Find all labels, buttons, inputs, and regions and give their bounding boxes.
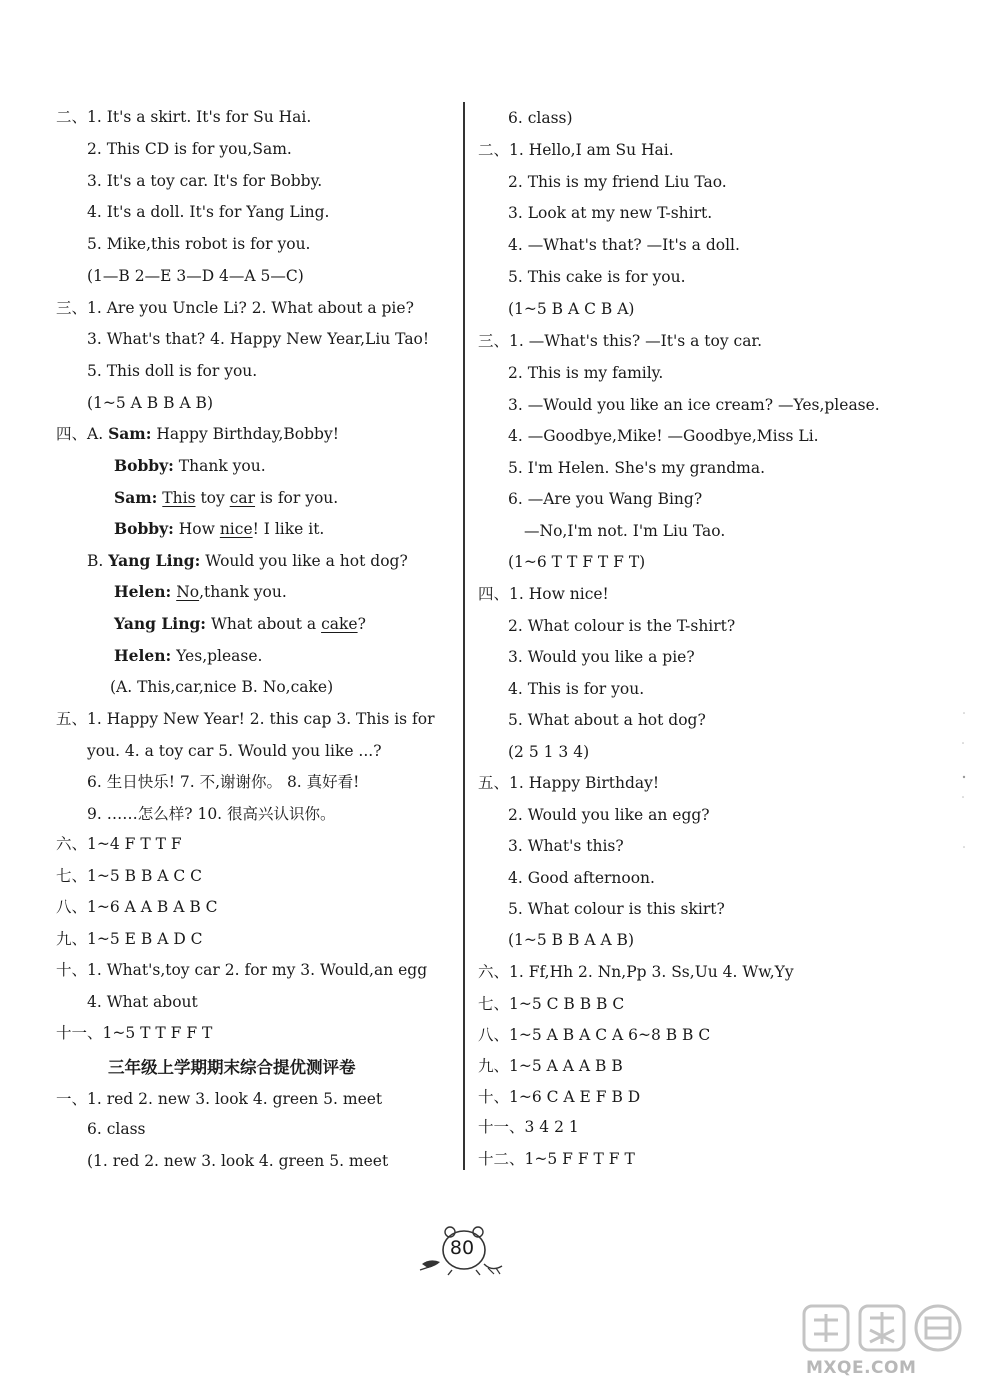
answer-line: 二、1. Hello,I am Su Hai. [478, 141, 674, 159]
answer-line: 4. It's a doll. It's for Yang Ling. [87, 203, 330, 221]
answer-line: 十二、1~5 F F T F T [478, 1150, 635, 1168]
dialogue-line [114, 614, 366, 634]
answer-line: 四、1. How nice! [478, 585, 609, 603]
answer-key: (1~6 T T F T F T) [508, 553, 646, 571]
scan-marks [958, 705, 972, 855]
speech: toy [195, 489, 230, 507]
filled-blank: nice [219, 520, 253, 538]
filled-blank: No [176, 583, 200, 601]
answer-line: 3. Would you like a pie? [508, 648, 695, 666]
speech: Happy Birthday,Bobby! [151, 425, 339, 443]
answer-line: 5. I'm Helen. She's my grandma. [508, 459, 766, 477]
answer-line: 2. What colour is the T-shirt? [508, 617, 736, 635]
part-prefix: B. [87, 552, 104, 570]
speech: Yes,please. [171, 647, 263, 665]
answer-key: (1—B 2—E 3—D 4—A 5—C) [87, 267, 304, 285]
answer-line: 2. This is my family. [508, 364, 664, 382]
speech: ? [357, 615, 366, 633]
speaker: Yang Ling: [108, 551, 201, 570]
answer-line: 5. Mike,this robot is for you. [87, 235, 311, 253]
speech: What about a [206, 615, 322, 633]
answer-line: 九、1~5 E B A D C [56, 930, 203, 948]
answer-line: 七、1~5 B B A C C [56, 867, 203, 885]
answer-line: 6. 生日快乐! 7. 不,谢谢你。 8. 真好看! [87, 773, 360, 791]
answer-line: (1. red 2. new 3. look 4. green 5. meet [87, 1152, 389, 1170]
answer-key: (A. This,car,nice B. No,cake) [110, 678, 334, 696]
answer-key: (2 5 1 3 4) [508, 743, 590, 761]
answer-key: (1~5 A B B A B) [87, 394, 213, 412]
dialogue-line [114, 582, 287, 602]
answer-line: 二、1. It's a skirt. It's for Su Hai. [56, 108, 312, 126]
answer-line: —No,I'm not. I'm Liu Tao. [524, 522, 726, 540]
answer-line: 4. What about [87, 993, 198, 1011]
answer-line: 十、1. What's,toy car 2. for my 3. Would,an egg [56, 961, 428, 979]
speaker: Sam: [114, 488, 158, 507]
answer-line: 七、1~5 C B B B C [478, 995, 625, 1013]
answer-line: 3. It's a toy car. It's for Bobby. [87, 172, 323, 190]
answer-line: 5. What about a hot dog? [508, 711, 706, 729]
filled-blank: cake [321, 615, 358, 633]
speech: ! I like it. [252, 520, 325, 538]
answer-line: 3. What's this? [508, 837, 624, 855]
dialogue-line [114, 488, 338, 508]
answer-line: 5. What colour is this skirt? [508, 900, 725, 918]
dialogue-line [87, 551, 408, 571]
speech: is for you. [255, 489, 339, 507]
answer-line: 4. —Goodbye,Mike! —Goodbye,Miss Li. [508, 427, 819, 445]
answer-line: 5. This cake is for you. [508, 268, 686, 286]
filled-blank: car [229, 489, 256, 507]
answer-line: 八、1~5 A B A C A 6~8 B B C [478, 1026, 711, 1044]
answer-line: 六、1~4 F T T F [56, 835, 182, 853]
answer-line: 5. This doll is for you. [87, 362, 258, 380]
answer-line: 五、1. Happy New Year! 2. this cap 3. This is for [56, 710, 435, 728]
answer-line: 2. Would you like an egg? [508, 806, 710, 824]
answer-key: (1~5 B A C B A) [508, 300, 635, 318]
page-number: 80 [449, 1237, 475, 1259]
answer-line: 9. ……怎么样? 10. 很高兴认识你。 [87, 805, 336, 823]
column-divider [463, 102, 465, 1170]
answer-line: you. 4. a toy car 5. Would you like ...? [87, 742, 382, 760]
section-title: 三年级上学期期末综合提优测评卷 [108, 1058, 356, 1077]
answer-line: 十一、3 4 2 1 [478, 1118, 579, 1136]
answer-line: 3. What's that? 4. Happy New Year,Liu Tao! [87, 330, 430, 348]
answer-line: 4. —What's that? —It's a doll. [508, 236, 740, 254]
answer-line: 2. This CD is for you,Sam. [87, 140, 292, 158]
answer-line: 十、1~6 C A E F B D [478, 1088, 641, 1106]
speaker: Yang Ling: [114, 614, 207, 633]
answer-line: 九、1~5 A A A B B [478, 1057, 623, 1075]
answer-line: 4. This is for you. [508, 680, 645, 698]
answer-line: 一、1. red 2. new 3. look 4. green 5. meet [56, 1090, 383, 1108]
speaker: Bobby: [114, 456, 174, 475]
dialogue-line [114, 646, 262, 666]
answer-line: 八、1~6 A A B A B C [56, 898, 218, 916]
answer-line: 十一、1~5 T T F F T [56, 1024, 213, 1042]
answer-line: 三、1. Are you Uncle Li? 2. What about a pie? [56, 299, 414, 317]
dialogue-line [56, 424, 339, 444]
speech: Would you like a hot dog? [200, 552, 408, 570]
answer-line: 3. Look at my new T-shirt. [508, 204, 713, 222]
answer-line: 4. Good afternoon. [508, 869, 655, 887]
dialogue-line [114, 456, 266, 476]
answer-line: 3. —Would you like an ice cream? —Yes,please. [508, 396, 880, 414]
speaker: Helen: [114, 582, 172, 601]
section-prefix: 四、A. [56, 425, 104, 443]
answer-line: 五、1. Happy Birthday! [478, 774, 660, 792]
answer-line: 六、1. Ff,Hh 2. Nn,Pp 3. Ss,Uu 4. Ww,Yy [478, 963, 794, 981]
watermark-url: MXQE.COM [806, 1358, 917, 1378]
answer-line: 三、1. —What's this? —It's a toy car. [478, 332, 763, 350]
speaker: Sam: [108, 424, 152, 443]
speech: ,thank you. [199, 583, 287, 601]
answer-line: 2. This is my friend Liu Tao. [508, 173, 727, 191]
speaker: Bobby: [114, 519, 174, 538]
filled-blank: This [162, 489, 196, 507]
speaker: Helen: [114, 646, 172, 665]
answer-line: 6. —Are you Wang Bing? [508, 490, 703, 508]
dialogue-line [114, 519, 324, 539]
answer-line: 6. class [87, 1120, 146, 1138]
speech: How [173, 520, 220, 538]
answer-line: 6. class) [508, 109, 573, 127]
speech: Thank you. [173, 457, 266, 475]
answer-key: (1~5 B B A A B) [508, 931, 634, 949]
